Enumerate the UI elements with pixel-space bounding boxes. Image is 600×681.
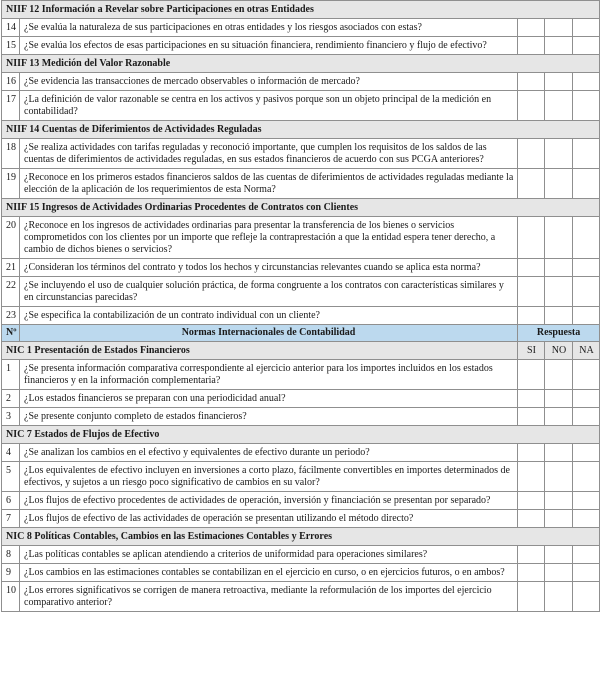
answer-no-cell[interactable] bbox=[545, 582, 573, 612]
question-number: 20 bbox=[2, 217, 20, 259]
answer-si-cell[interactable] bbox=[518, 390, 545, 408]
answer-si-cell[interactable] bbox=[518, 259, 545, 277]
answer-si-cell[interactable] bbox=[518, 564, 545, 582]
answer-na-cell[interactable] bbox=[573, 169, 600, 199]
question-text: ¿Los flujos de efectivo de las actividades de operación se presentan utilizando el método directo? bbox=[20, 510, 518, 528]
answer-na-cell[interactable] bbox=[573, 510, 600, 528]
table-row bbox=[2, 277, 600, 307]
answer-na-cell[interactable] bbox=[573, 444, 600, 462]
answer-na-cell[interactable] bbox=[573, 564, 600, 582]
table-row bbox=[2, 73, 600, 91]
table-row bbox=[2, 408, 600, 426]
answer-si-cell[interactable] bbox=[518, 582, 545, 612]
question-text: ¿Se analizan los cambios en el efectivo y equivalentes de efectivo durante un periodo? bbox=[20, 444, 518, 462]
question-text: ¿Reconoce en los primeros estados financieros saldos de las cuentas de diferimientos de actividades reguladas mediante la elección de la aplicación de los requerimientos de esta Norma? bbox=[20, 169, 518, 199]
answer-si-cell[interactable] bbox=[518, 360, 545, 390]
answer-no-cell[interactable] bbox=[545, 19, 573, 37]
table-row bbox=[2, 19, 600, 37]
answer-no-cell[interactable] bbox=[545, 139, 573, 169]
table-row bbox=[2, 462, 600, 492]
answer-no-cell[interactable] bbox=[545, 510, 573, 528]
answer-no-cell[interactable] bbox=[545, 564, 573, 582]
answer-no-cell[interactable] bbox=[545, 546, 573, 564]
question-text: ¿Se evalúa los efectos de esas participaciones en su situación financiera, rendimiento financiero y flujo de efectivo? bbox=[20, 37, 518, 55]
answer-no-cell[interactable] bbox=[545, 259, 573, 277]
answer-no-cell[interactable] bbox=[545, 91, 573, 121]
table-row bbox=[2, 564, 600, 582]
question-number: 16 bbox=[2, 73, 20, 91]
answer-no-cell[interactable] bbox=[545, 360, 573, 390]
table-row bbox=[2, 307, 600, 325]
si-column-label: SI bbox=[518, 342, 545, 360]
section-title-row bbox=[2, 426, 600, 444]
section-title-row bbox=[2, 55, 600, 73]
question-text: ¿Se presente conjunto completo de estados financieros? bbox=[20, 408, 518, 426]
answer-no-cell[interactable] bbox=[545, 390, 573, 408]
answer-na-cell[interactable] bbox=[573, 390, 600, 408]
section-title: NIIF 14 Cuentas de Diferimientos de Actividades Reguladas bbox=[2, 121, 600, 139]
answer-no-cell[interactable] bbox=[545, 307, 573, 325]
answer-na-cell[interactable] bbox=[573, 360, 600, 390]
answer-na-cell[interactable] bbox=[573, 91, 600, 121]
question-text: ¿Las políticas contables se aplican atendiendo a criterios de uniformidad para operaciones similares? bbox=[20, 546, 518, 564]
answer-no-cell[interactable] bbox=[545, 73, 573, 91]
table-header-row bbox=[2, 325, 600, 342]
standards-checklist-table bbox=[1, 0, 600, 612]
question-number: 8 bbox=[2, 546, 20, 564]
answer-si-cell[interactable] bbox=[518, 37, 545, 55]
answer-si-cell[interactable] bbox=[518, 510, 545, 528]
question-text: ¿Los cambios en las estimaciones contables se contabilizan en el ejercicio en curso, o en ejercicios futuros, o en ambos? bbox=[20, 564, 518, 582]
answer-si-cell[interactable] bbox=[518, 19, 545, 37]
answer-na-cell[interactable] bbox=[573, 546, 600, 564]
answer-si-cell[interactable] bbox=[518, 462, 545, 492]
question-number: 7 bbox=[2, 510, 20, 528]
answer-na-cell[interactable] bbox=[573, 217, 600, 259]
table-row bbox=[2, 546, 600, 564]
answer-no-cell[interactable] bbox=[545, 217, 573, 259]
question-text: ¿Los errores significativos se corrigen de manera retroactiva, mediante la reformulación de los importes del ejercicio comparativo anterior? bbox=[20, 582, 518, 612]
answer-na-cell[interactable] bbox=[573, 277, 600, 307]
question-text: ¿Se realiza actividades con tarifas reguladas y reconoció importante, que cumplen los requisitos de los saldos de las cuentas de diferimientos de actividades reguladas, en sus estados financieros de acuerdo con sus PCGA anteriores? bbox=[20, 139, 518, 169]
question-number: 10 bbox=[2, 582, 20, 612]
section-title-row bbox=[2, 199, 600, 217]
question-text: ¿Reconoce en los ingresos de actividades ordinarias para presentar la transferencia de los bienes o servicios comprometidos con los clientes por un importe que refleje la contraprestación a que la entidad espera tener derecho, a cambio de dichos bienes o servicios? bbox=[20, 217, 518, 259]
niif-section bbox=[2, 1, 600, 325]
answer-no-cell[interactable] bbox=[545, 408, 573, 426]
question-text: ¿Se presenta información comparativa correspondiente al ejercicio anterior para los importes incluidos en los estados financieros y en la información complementaria? bbox=[20, 360, 518, 390]
table-row bbox=[2, 169, 600, 199]
number-column-header: Nº bbox=[2, 325, 20, 342]
table-row bbox=[2, 510, 600, 528]
table-row bbox=[2, 37, 600, 55]
question-number: 6 bbox=[2, 492, 20, 510]
question-text: ¿Se evidencia las transacciones de mercado observables o información de mercado? bbox=[20, 73, 518, 91]
answer-si-cell[interactable] bbox=[518, 444, 545, 462]
answer-na-cell[interactable] bbox=[573, 259, 600, 277]
table-row bbox=[2, 91, 600, 121]
answer-na-cell[interactable] bbox=[573, 462, 600, 492]
question-text: ¿Se especifica la contabilización de un contrato individual con un cliente? bbox=[20, 307, 518, 325]
question-number: 2 bbox=[2, 390, 20, 408]
nic-section bbox=[2, 360, 600, 612]
section-title: NIC 7 Estados de Flujos de Efectivo bbox=[2, 426, 600, 444]
table-row bbox=[2, 492, 600, 510]
no-column-label: NO bbox=[545, 342, 573, 360]
answer-si-cell[interactable] bbox=[518, 217, 545, 259]
answer-si-cell[interactable] bbox=[518, 277, 545, 307]
answer-si-cell[interactable] bbox=[518, 492, 545, 510]
answer-no-cell[interactable] bbox=[545, 277, 573, 307]
section-title: NIC 1 Presentación de Estados Financieros bbox=[2, 342, 518, 360]
answer-na-cell[interactable] bbox=[573, 139, 600, 169]
question-text: ¿Se evalúa la naturaleza de sus participaciones en otras entidades y los riesgos asociados con estas? bbox=[20, 19, 518, 37]
table-row bbox=[2, 360, 600, 390]
question-text: ¿Los flujos de efectivo procedentes de actividades de operación, inversión y financiación se presentan por separado? bbox=[20, 492, 518, 510]
table-row bbox=[2, 139, 600, 169]
standards-column-header: Normas Internacionales de Contabilidad bbox=[20, 325, 518, 342]
answer-na-cell[interactable] bbox=[573, 582, 600, 612]
question-number: 21 bbox=[2, 259, 20, 277]
section-title: NIIF 15 Ingresos de Actividades Ordinarias Procedentes de Contratos con Clientes bbox=[2, 199, 600, 217]
table-row bbox=[2, 217, 600, 259]
question-number: 18 bbox=[2, 139, 20, 169]
answer-na-cell[interactable] bbox=[573, 19, 600, 37]
section-title-row bbox=[2, 121, 600, 139]
question-number: 22 bbox=[2, 277, 20, 307]
question-number: 1 bbox=[2, 360, 20, 390]
question-number: 3 bbox=[2, 408, 20, 426]
table-row bbox=[2, 259, 600, 277]
question-text: ¿La definición de valor razonable se centra en los activos y pasivos porque son un objeto principal de la medición en contabilidad? bbox=[20, 91, 518, 121]
question-text: ¿Se incluyendo el uso de cualquier solución práctica, de forma congruente a los contratos con características similares y en circunstancias parecidas? bbox=[20, 277, 518, 307]
answer-no-cell[interactable] bbox=[545, 169, 573, 199]
answer-si-cell[interactable] bbox=[518, 73, 545, 91]
question-number: 9 bbox=[2, 564, 20, 582]
answer-na-cell[interactable] bbox=[573, 307, 600, 325]
question-number: 5 bbox=[2, 462, 20, 492]
section-title-row bbox=[2, 528, 600, 546]
answer-na-cell[interactable] bbox=[573, 73, 600, 91]
nic-header-section bbox=[2, 325, 600, 360]
answer-no-cell[interactable] bbox=[545, 492, 573, 510]
answer-si-cell[interactable] bbox=[518, 91, 545, 121]
section-title: NIIF 12 Información a Revelar sobre Participaciones en otras Entidades bbox=[2, 1, 600, 19]
answer-si-cell[interactable] bbox=[518, 408, 545, 426]
answer-na-cell[interactable] bbox=[573, 408, 600, 426]
answer-si-cell[interactable] bbox=[518, 307, 545, 325]
question-number: 14 bbox=[2, 19, 20, 37]
question-text: ¿Consideran los términos del contrato y todos los hechos y circunstancias relevantes cuando se aplica esta norma? bbox=[20, 259, 518, 277]
answer-na-cell[interactable] bbox=[573, 492, 600, 510]
section-title: NIIF 13 Medición del Valor Razonable bbox=[2, 55, 600, 73]
answer-no-cell[interactable] bbox=[545, 444, 573, 462]
question-number: 23 bbox=[2, 307, 20, 325]
question-number: 17 bbox=[2, 91, 20, 121]
answer-si-cell[interactable] bbox=[518, 139, 545, 169]
answer-na-cell[interactable] bbox=[573, 37, 600, 55]
question-text: ¿Los equivalentes de efectivo incluyen en inversiones a corto plazo, fácilmente convertibles en importes determinados de efectivos, y sujetos a un riesgo poco significativo de cambios en su valor? bbox=[20, 462, 518, 492]
na-column-label: NA bbox=[573, 342, 600, 360]
question-text: ¿Los estados financieros se preparan con una periodicidad anual? bbox=[20, 390, 518, 408]
section-title-row bbox=[2, 1, 600, 19]
table-row bbox=[2, 444, 600, 462]
question-number: 19 bbox=[2, 169, 20, 199]
answer-si-cell[interactable] bbox=[518, 546, 545, 564]
response-column-header: Respuesta bbox=[518, 325, 600, 342]
section-title: NIC 8 Políticas Contables, Cambios en las Estimaciones Contables y Errores bbox=[2, 528, 600, 546]
section-title-row bbox=[2, 342, 600, 360]
question-number: 15 bbox=[2, 37, 20, 55]
answer-no-cell[interactable] bbox=[545, 37, 573, 55]
answer-no-cell[interactable] bbox=[545, 462, 573, 492]
question-number: 4 bbox=[2, 444, 20, 462]
table-row bbox=[2, 582, 600, 612]
table-row bbox=[2, 390, 600, 408]
answer-si-cell[interactable] bbox=[518, 169, 545, 199]
